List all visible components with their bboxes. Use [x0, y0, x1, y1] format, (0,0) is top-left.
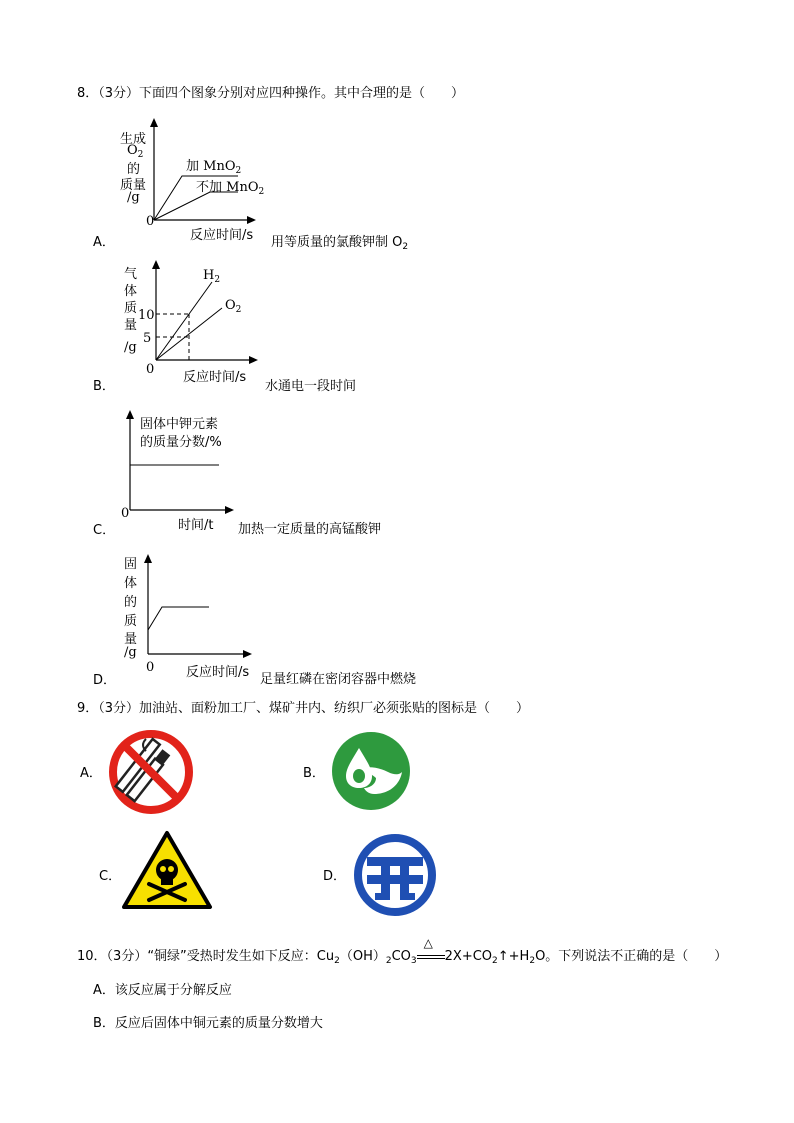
ylabel-c-1: 固体中钾元素	[140, 417, 219, 432]
q10-option-a: A．该反应属于分解反应	[93, 983, 232, 998]
ylabel-a-3: 的	[127, 162, 141, 177]
ylabel-a-1: 生成	[120, 132, 147, 147]
ylabel-b-1: 气	[124, 267, 138, 282]
q8-stem: 8．（3分）下面四个图象分别对应四种操作。其中合理的是（ ）	[77, 86, 465, 101]
no-smoking-icon	[106, 727, 196, 817]
ylabel-d-5: 量	[124, 632, 138, 647]
tick-b-10: 10	[138, 308, 155, 323]
q9-letter-d: D．	[323, 869, 347, 884]
option-letter-b: B．	[93, 379, 115, 394]
recycle-logo-icon	[353, 833, 437, 917]
origin-c: 0	[121, 506, 130, 521]
ylabel-c-2: 的质量分数/%	[140, 435, 222, 450]
q9-stem: 9．（3分）加油站、面粉加工厂、煤矿井内、纺织厂必须张贴的图标是（ ）	[77, 701, 530, 716]
ylabel-b-5: /g	[124, 340, 137, 355]
graph-b	[142, 258, 262, 368]
caption-d: 足量红磷在密闭容器中燃烧	[260, 672, 417, 687]
ylabel-d-6: /g	[124, 645, 137, 660]
q9-letter-a: A．	[80, 766, 102, 781]
heat-condition-sign: △	[417, 948, 445, 960]
xlabel-b: 反应时间/s	[183, 370, 247, 385]
toxic-warning-icon	[121, 830, 213, 910]
origin-d: 0	[146, 660, 155, 675]
xlabel-a: 反应时间/s	[190, 228, 254, 243]
line-label-without-mno2: 不加 MnO$_2$	[196, 180, 265, 197]
graph-d	[134, 550, 254, 660]
tick-b-5: 5	[143, 331, 152, 346]
q9-letter-b: B．	[303, 766, 325, 781]
ylabel-b-2: 体	[124, 284, 138, 299]
caption-b: 水通电一段时间	[265, 379, 357, 394]
ylabel-a-2: $O_2$	[127, 143, 144, 160]
option-letter-c: C．	[93, 523, 116, 538]
origin-b: 0	[146, 362, 155, 377]
q9-letter-c: C．	[99, 869, 122, 884]
q10-option-b: B．反应后固体中铜元素的质量分数增大	[93, 1016, 323, 1031]
ylabel-b-3: 质	[124, 301, 138, 316]
line-label-h2: $H_2$	[203, 268, 221, 285]
ylabel-d-4: 质	[124, 614, 138, 629]
option-letter-a: A．	[93, 235, 115, 250]
xlabel-d: 反应时间/s	[186, 665, 250, 680]
caption-a: 用等质量的氯酸钾制 $O_2$	[271, 235, 409, 252]
caption-c: 加热一定质量的高锰酸钾	[238, 522, 382, 537]
q10-stem: 10．（3分）“铜绿”受热时发生如下反应：$Cu_2(OH)_2CO_3$ △ $2X+CO_2↑+H_2O$。下列说法不正确的是（ ）	[77, 936, 728, 966]
origin-a: 0	[146, 214, 155, 229]
graph-c	[116, 408, 236, 518]
ylabel-d-3: 的	[124, 595, 138, 610]
line-label-with-mno2: 加 MnO$_2$	[186, 159, 242, 176]
option-letter-d: D．	[93, 673, 117, 688]
ylabel-a-5: /g	[127, 190, 140, 205]
ylabel-b-4: 量	[124, 318, 138, 333]
xlabel-c: 时间/t	[178, 518, 214, 533]
ylabel-a-4: 质量	[120, 178, 147, 193]
water-saving-icon	[330, 730, 412, 812]
ylabel-d-2: 体	[124, 576, 138, 591]
line-label-o2: $O_2$	[225, 298, 242, 315]
ylabel-d-1: 固	[124, 557, 138, 572]
